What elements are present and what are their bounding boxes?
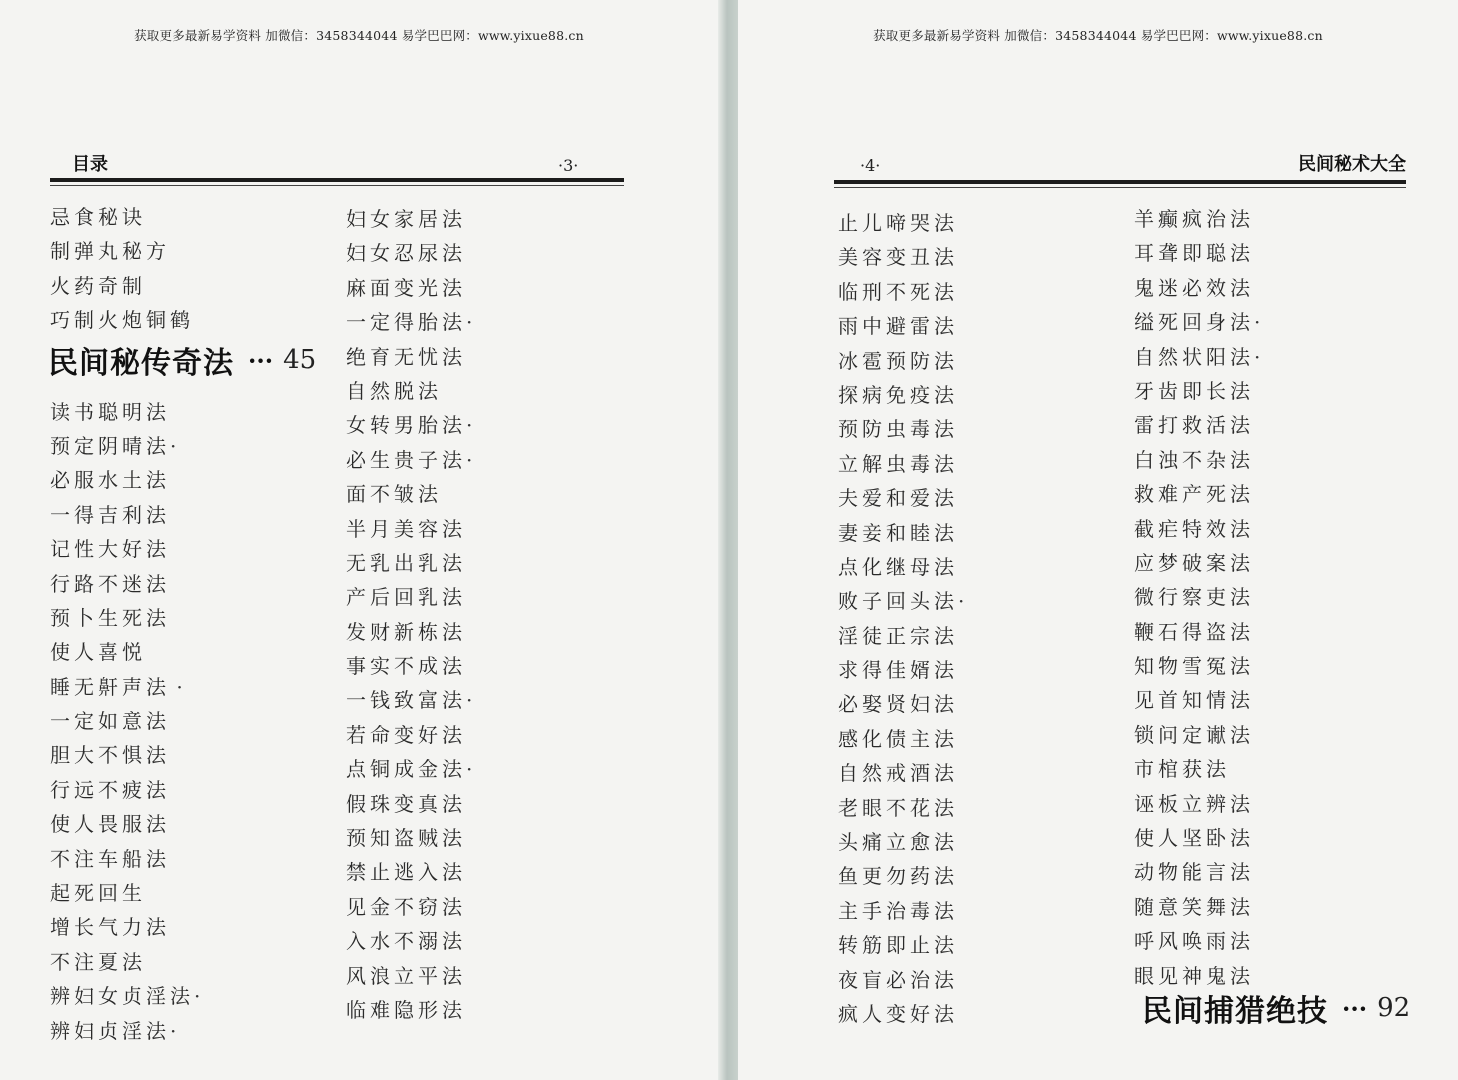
watermark-right: 获取更多最新易学资料 加微信：3458344044 易学巴巴网：www.yixue88.cn: [873, 28, 1323, 43]
toc-entry: 牙齿即长法: [1134, 378, 1254, 403]
toc-entry: 截疟特效法: [1134, 516, 1254, 541]
section-leader-dots: ···: [1342, 993, 1368, 1023]
toc-entry: 夜盲必治法: [838, 967, 958, 992]
section-heading-left: [48, 338, 316, 382]
toc-entry: 锁问定谳法: [1134, 722, 1254, 747]
toc-entry: 妻妾和睦法: [838, 520, 958, 545]
page-number-right: ·4·: [860, 156, 881, 175]
toc-entry: 巧制火炮铜鹤: [50, 308, 194, 333]
toc-entry: 临难隐形法: [346, 997, 466, 1022]
toc-entry: 老眼不花法: [838, 795, 958, 820]
toc-entry: 淫徒正宗法: [838, 623, 958, 648]
toc-entry: 鬼迷必效法: [1134, 275, 1254, 300]
toc-entry: 一定得胎法·: [346, 310, 473, 335]
left-page: [0, 0, 718, 1080]
section-title: 民间秘传奇法: [48, 346, 234, 381]
toc-entry: 必生贵子法·: [346, 447, 473, 472]
toc-entry: 禁止逃入法: [346, 860, 466, 885]
toc-entry: 产后回乳法: [346, 585, 466, 610]
toc-entry: 夫爱和爱法: [838, 486, 958, 511]
toc-entry: 行路不迷法: [50, 571, 170, 596]
toc-entry: 妇女忍尿法: [346, 241, 466, 266]
toc-entry: 不注车船法: [50, 846, 170, 871]
toc-entry: 知物雪冤法: [1134, 654, 1254, 679]
toc-entry: 面不皱法: [346, 482, 442, 507]
toc-entry: 制弹丸秘方: [50, 239, 170, 264]
toc-entry: 必娶贤妇法: [838, 692, 958, 717]
toc-entry: 鞭石得盗法: [1134, 619, 1254, 644]
toc-entry: 绝育无忧法: [346, 344, 466, 369]
toc-entry: 白浊不杂法: [1134, 447, 1254, 472]
toc-entry: 转筋即止法: [838, 933, 958, 958]
toc-entry: 行远不疲法: [50, 777, 170, 802]
toc-entry: 动物能言法: [1134, 860, 1254, 885]
toc-entry: 辨妇贞淫法·: [50, 1018, 177, 1043]
section-heading-right: [1142, 986, 1410, 1030]
toc-entry: 市棺获法: [1134, 757, 1230, 782]
toc-entry: 必服水土法: [50, 468, 170, 493]
toc-entry: 随意笑舞法: [1134, 894, 1254, 919]
book-gutter: [718, 0, 738, 1080]
toc-entry: 一钱致富法·: [346, 688, 473, 713]
toc-entry: 起死回生: [50, 881, 146, 906]
section-title: 民间捕猎绝技: [1142, 994, 1328, 1029]
toc-entry: 呼风唤雨法: [1134, 929, 1254, 954]
toc-entry: 预防虫毒法: [838, 417, 958, 442]
toc-entry: 记性大好法: [50, 537, 170, 562]
toc-entry: 麻面变光法: [346, 275, 466, 300]
toc-entry: 美容变丑法: [838, 245, 958, 270]
toc-entry: 预知盗贼法: [346, 826, 466, 851]
header-rule-thin-left: [50, 185, 624, 186]
toc-entry: 鱼更勿药法: [838, 864, 958, 889]
toc-entry: 头痛立愈法: [838, 830, 958, 855]
toc-entry: 止儿啼哭法: [838, 211, 958, 235]
toc-entry: 点化继母法: [838, 554, 958, 579]
toc-entry: 事实不成法: [346, 654, 466, 679]
toc-entry: 预定阴晴法·: [50, 433, 177, 458]
toc-entry: 睡无鼾声法 ·: [50, 674, 183, 699]
toc-entry: 自然脱法: [346, 378, 442, 403]
right-page: [738, 0, 1458, 1080]
toc-entry: 见首知情法: [1134, 688, 1254, 713]
toc-entry: 雨中避雷法: [838, 314, 958, 339]
toc-entry: 半月美容法: [346, 516, 466, 541]
toc-entry: 预卜生死法: [50, 605, 170, 630]
toc-entry: 胆大不惧法: [50, 743, 170, 768]
toc-entry: 女转男胎法·: [346, 413, 473, 438]
toc-entry: 立解虫毒法: [838, 451, 958, 476]
toc-entry: 主手治毒法: [838, 898, 958, 923]
toc-entry: 见金不窃法: [346, 894, 466, 919]
toc-entry: 自然状阳法·: [1134, 344, 1261, 369]
toc-entry: 风浪立平法: [346, 963, 466, 988]
toc-entry: 一得吉利法: [50, 502, 170, 527]
section-leader-dots: ···: [248, 345, 274, 375]
toc-entry: 使人喜悦: [50, 640, 146, 665]
toc-entry: 若命变好法: [346, 722, 466, 747]
toc-entry: 败子回头法·: [838, 589, 965, 614]
header-rule-left: [50, 178, 624, 182]
toc-entry: 雷打救活法: [1134, 413, 1254, 438]
section-page-number: 45: [283, 345, 317, 375]
page-title-right: 民间秘术大全: [1298, 154, 1406, 175]
toc-entry: 点铜成金法·: [346, 757, 473, 782]
toc-column-left-2: [346, 202, 472, 1027]
toc-entry: 发财新栋法: [346, 619, 466, 644]
toc-entry: 诬板立辨法: [1134, 791, 1254, 816]
toc-entry: 忌食秘诀: [50, 205, 146, 229]
toc-column-left-1: [50, 200, 200, 1048]
toc-entry: 救难产死法: [1134, 482, 1254, 507]
toc-entry: 探病免疫法: [838, 382, 958, 407]
toc-entry: 假珠变真法: [346, 791, 466, 816]
toc-entry: 自然戒酒法: [838, 761, 958, 786]
toc-entry: 羊癫疯治法: [1134, 207, 1254, 231]
toc-entry: 应梦破案法: [1134, 550, 1254, 575]
toc-column-right-2: [1134, 202, 1260, 993]
toc-entry: 无乳出乳法: [346, 550, 466, 575]
toc-entry: 辨妇女贞淫法·: [50, 984, 201, 1009]
page-title-left: 目录: [72, 154, 108, 175]
toc-entry: 增长气力法: [50, 915, 170, 940]
toc-entry: 不注夏法: [50, 949, 146, 974]
toc-entry: 入水不溺法: [346, 929, 466, 954]
toc-entry: 疯人变好法: [838, 1001, 958, 1026]
toc-entry: 读书聪明法: [50, 399, 170, 424]
toc-entry: 一定如意法: [50, 709, 170, 734]
toc-entry: 冰雹预防法: [838, 348, 958, 373]
toc-entry: 缢死回身法·: [1134, 310, 1261, 335]
toc-entry: 微行察吏法: [1134, 585, 1254, 610]
toc-entry: 使人坚卧法: [1134, 826, 1254, 851]
toc-entry: 使人畏服法: [50, 812, 170, 837]
page-number-left: ·3·: [558, 156, 579, 175]
toc-entry: 耳聋即聪法: [1134, 241, 1254, 266]
toc-entry: 火药奇制: [50, 273, 146, 298]
header-rule-right: [834, 180, 1406, 184]
section-page-number: 92: [1377, 993, 1411, 1023]
toc-entry: 求得佳婿法: [838, 658, 958, 683]
watermark-left: 获取更多最新易学资料 加微信：3458344044 易学巴巴网：www.yixue88.cn: [134, 28, 584, 43]
toc-entry: 妇女家居法: [346, 207, 466, 231]
toc-column-right-1: [838, 206, 964, 1031]
toc-entry: 感化债主法: [838, 726, 958, 751]
toc-entry: 眼见神鬼法: [1134, 963, 1254, 988]
toc-entry: 临刑不死法: [838, 279, 958, 304]
header-rule-thin-right: [834, 187, 1406, 188]
